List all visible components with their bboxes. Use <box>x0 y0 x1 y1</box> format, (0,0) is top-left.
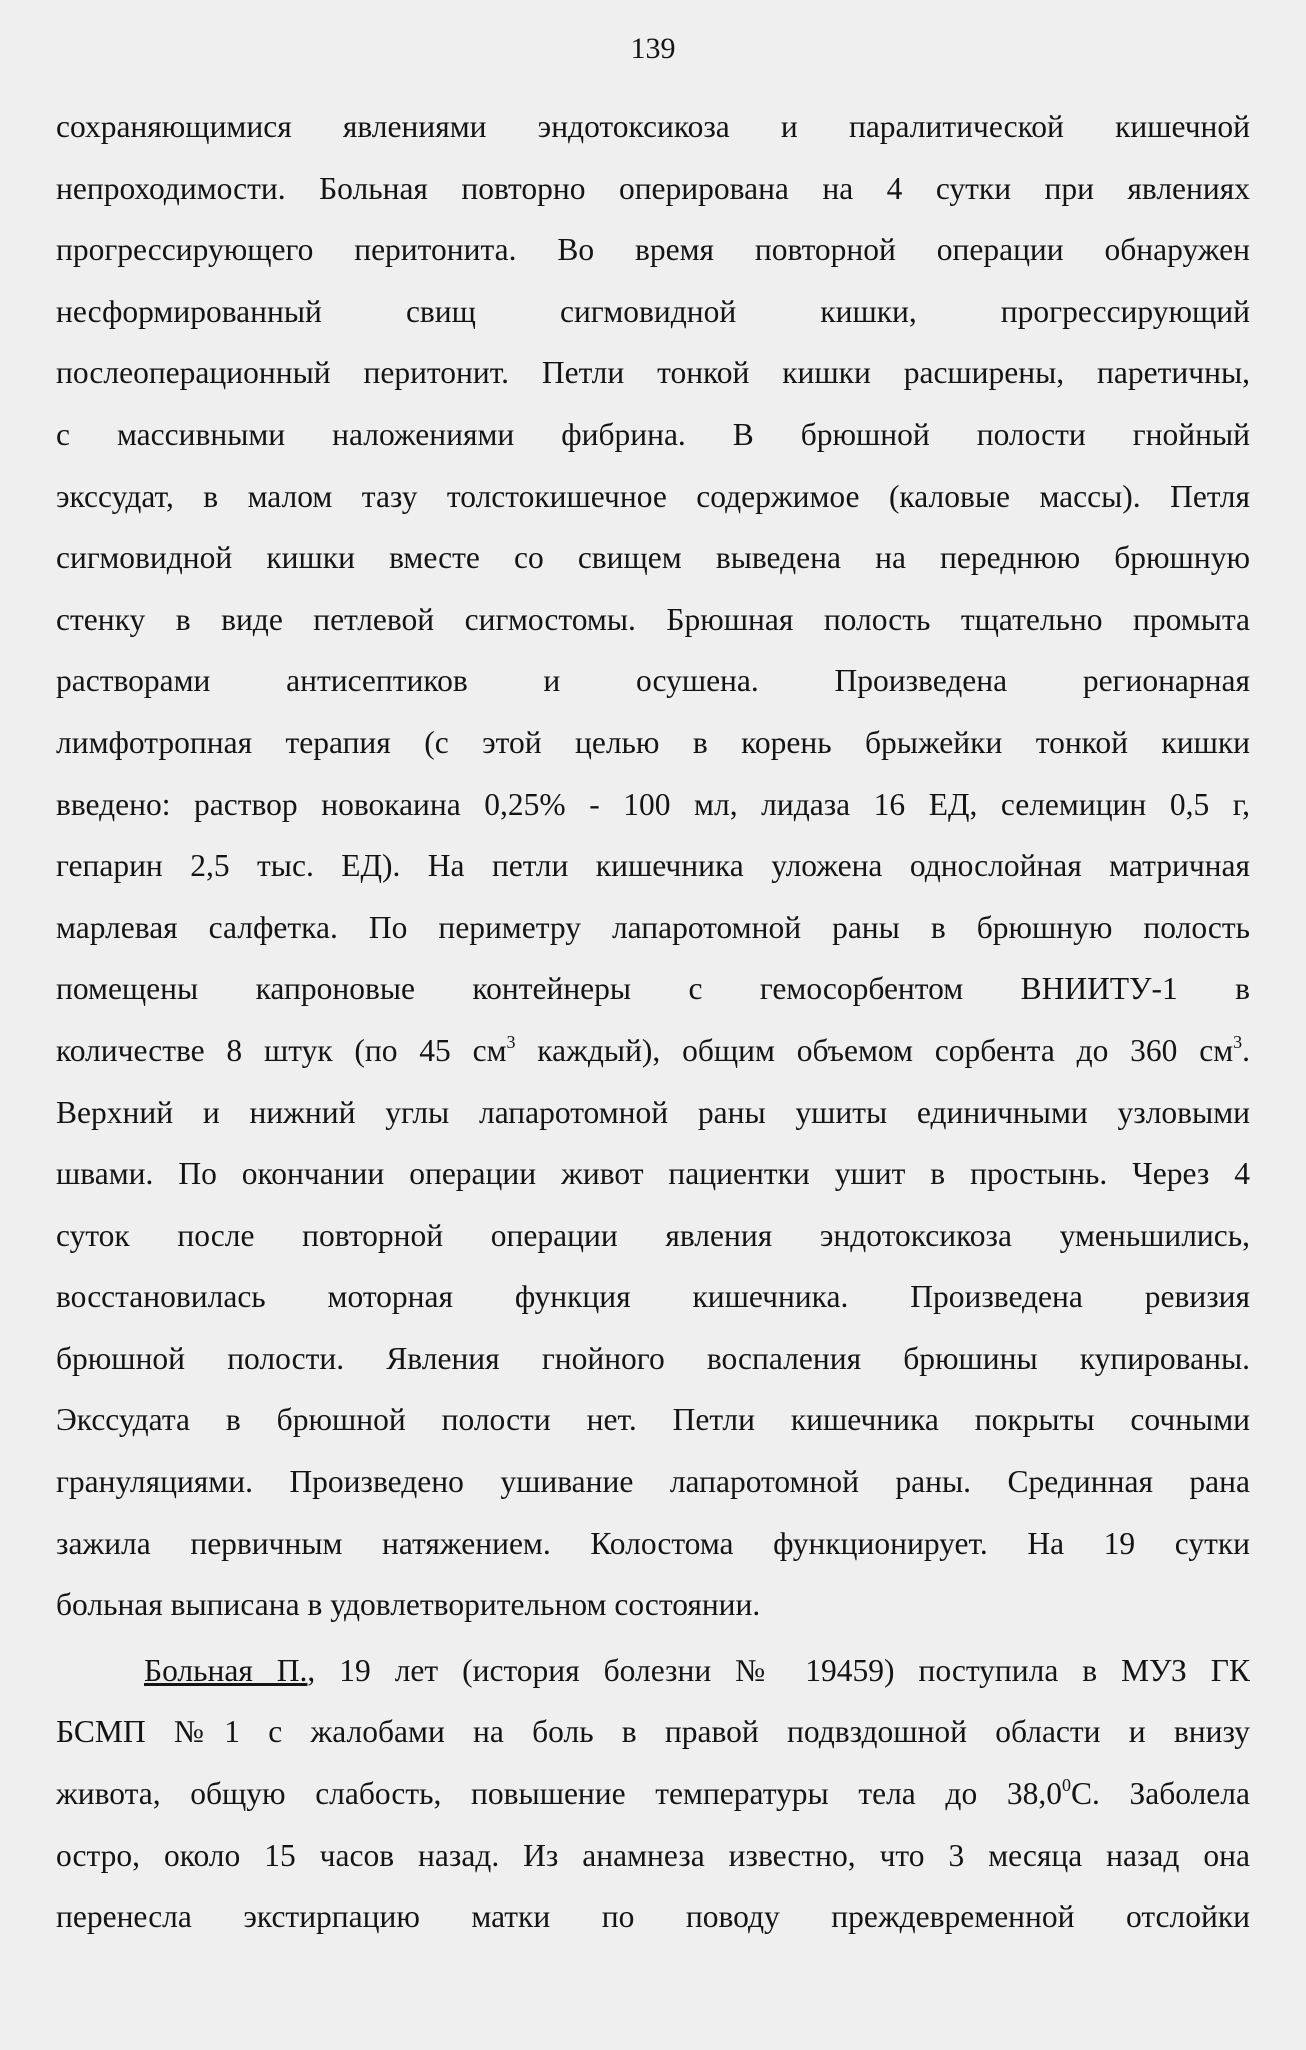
paragraph-case-1 <box>56 96 1250 1636</box>
text-fragment: каждый), общим объемом сорбента до 360 см <box>515 1032 1234 1068</box>
text-line: сигмовидной кишки вместе со свищем выведена на переднюю брюшную <box>56 540 1250 576</box>
text-line: зажила первичным натяжением. Колостома функционирует. На 19 сутки <box>56 1525 1250 1561</box>
paragraph-case-2 <box>56 1640 1250 1948</box>
text-line: гепарин 2,5 тыс. ЕД). На петли кишечника уложена однослойная матричная <box>56 848 1250 884</box>
text-line: лимфотропная терапия (с этой целью в корень брыжейки тонкой кишки <box>56 724 1250 760</box>
text-line: Верхний и нижний углы лапаротомной раны ушиты единичными узловыми <box>56 1094 1250 1130</box>
text-line: введено: раствор новокаина 0,25% - 100 мл, лидаза 16 ЕД, селемицин 0,5 г, <box>56 786 1250 822</box>
superscript: 3 <box>506 1031 516 1052</box>
text-fragment: . <box>1242 1032 1250 1068</box>
patient-name: Больная П. <box>144 1652 308 1688</box>
text-line: непроходимости. Больная повторно оперирована на 4 сутки при явлениях <box>56 170 1250 206</box>
text-line: с массивными наложениями фибрина. В брюшной полости гнойный <box>56 416 1250 452</box>
page-number: 139 <box>630 32 676 65</box>
body-text <box>56 96 1250 1948</box>
text-line: марлевая салфетка. По периметру лапаротомной раны в брюшную полость <box>56 909 1250 945</box>
text-fragment: количестве 8 штук (по 45 см <box>56 1032 507 1068</box>
text-fragment: С. Заболела <box>1070 1776 1250 1812</box>
text-fragment: , 19 лет (история болезни № 19459) поступила в МУЗ ГК <box>307 1652 1250 1688</box>
text-line: БСМП №1 с жалобами на боль в правой подвздошной области и внизу <box>56 1714 1250 1750</box>
text-line: сохраняющимися явлениями эндотоксикоза и паралитической кишечной <box>56 109 1250 144</box>
text-line: растворами антисептиков и осушена. Произведена регионарная <box>56 663 1250 699</box>
text-line: суток после повторной операции явления эндотоксикоза уменьшились, <box>56 1217 1250 1253</box>
text-line-temperature <box>56 1763 1250 1825</box>
text-line: экссудат, в малом тазу толстокишечное содержимое (каловые массы). Петля <box>56 478 1250 514</box>
text-line: грануляциями. Произведено ушивание лапаротомной раны. Срединная рана <box>56 1464 1250 1500</box>
text-line: стенку в виде петлевой сигмостомы. Брюшная полость тщательно промыта <box>56 601 1250 637</box>
superscript: 3 <box>1233 1031 1243 1052</box>
text-line-sorbent-volume <box>56 1020 1250 1082</box>
text-line: Экссудата в брюшной полости нет. Петли кишечника покрыты сочными <box>56 1402 1250 1438</box>
text-line: помещены капроновые контейнеры с гемосорбентом ВНИИТУ-1 в <box>56 971 1250 1007</box>
text-line: восстановилась моторная функция кишечника. Произведена ревизия <box>56 1279 1250 1315</box>
text-line: послеоперационный перитонит. Петли тонкой кишки расширены, паретичны, <box>56 355 1250 391</box>
text-line: перенесла экстирпацию матки по поводу преждевременной отслойки <box>56 1899 1250 1935</box>
text-line: несформированный свищ сигмовидной кишки, прогрессирующий <box>56 293 1250 329</box>
text-line: брюшной полости. Явления гнойного воспаления брюшины купированы. <box>56 1340 1250 1376</box>
text-line: остро, около 15 часов назад. Из анамнеза известно, что 3 месяца назад она <box>56 1837 1250 1873</box>
text-line: прогрессирующего перитонита. Во время повторной операции обнаружен <box>56 232 1250 268</box>
superscript: 0 <box>1061 1775 1071 1796</box>
text-line: швами. По окончании операции живот пациентки ушит в простынь. Через 4 <box>56 1156 1250 1192</box>
text-line-patient <box>56 1640 1250 1702</box>
text-fragment: живота, общую слабость, повышение температуры тела до 38,0 <box>56 1776 1062 1812</box>
text-line: больная выписана в удовлетворительном состоянии. <box>56 1587 761 1623</box>
